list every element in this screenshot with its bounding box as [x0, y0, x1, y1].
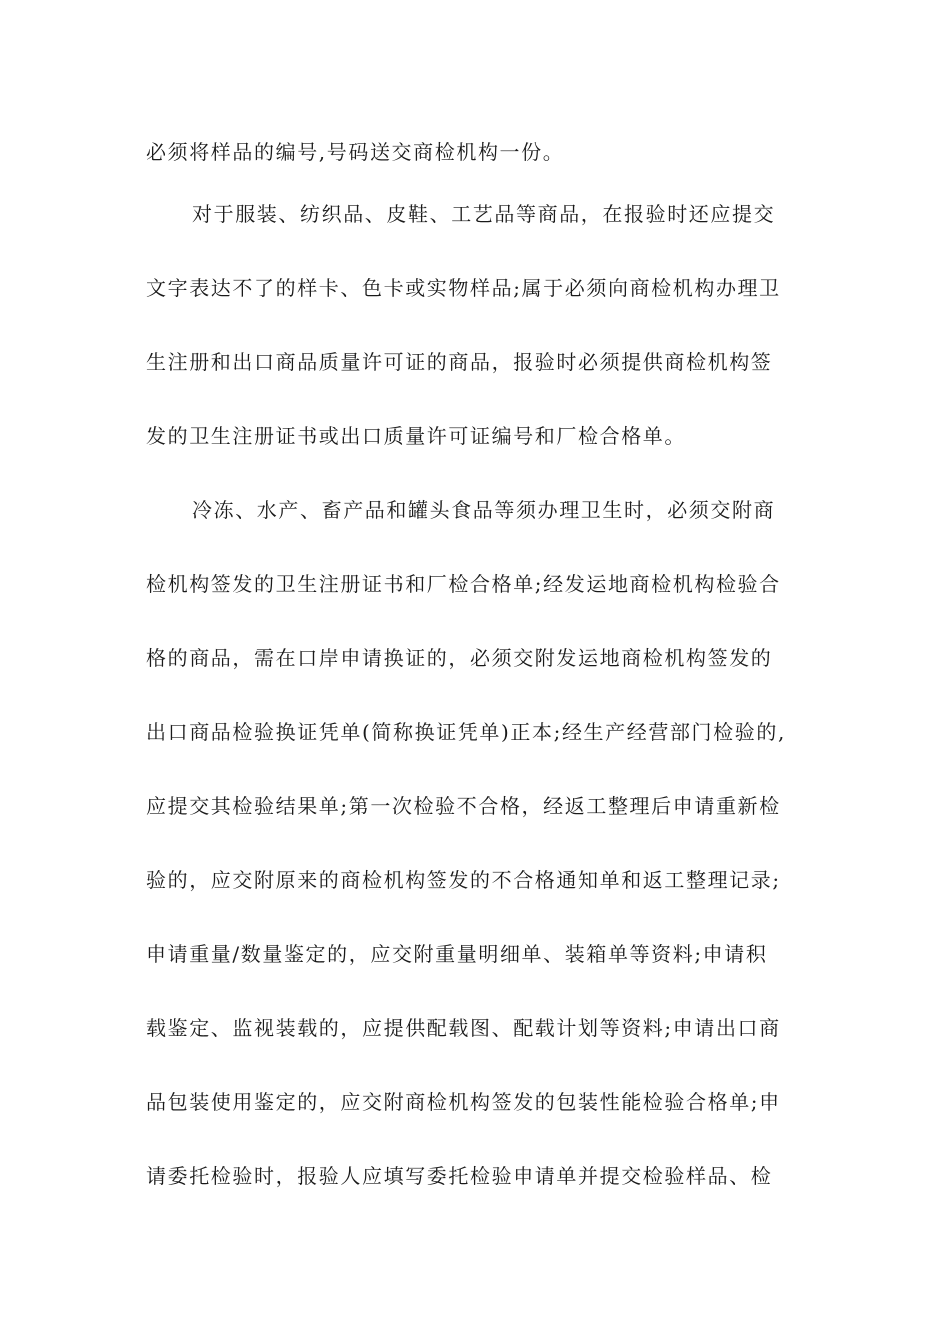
text-line: 应提交其检验结果单;第一次检验不合格，经返工整理后申请重新检: [146, 794, 781, 818]
paragraph-start-line: 对于服装、纺织品、皮鞋、工艺品等商品，在报验时还应提交: [192, 202, 776, 226]
text-line: 生注册和出口商品质量许可证的商品，报验时必须提供商检机构签: [146, 350, 773, 374]
text-line: 申请重量/数量鉴定的，应交附重量明细单、装箱单等资料;申请积: [146, 942, 768, 966]
text-line: 格的商品，需在口岸申请换证的，必须交附发运地商检机构签发的: [146, 646, 773, 670]
text-line: 品包装使用鉴定的，应交附商检机构签发的包装性能检验合格单;申: [146, 1090, 781, 1114]
paragraph-start-line: 冷冻、水产、畜产品和罐头食品等须办理卫生时，必须交附商: [192, 498, 776, 522]
text-line: 请委托检验时，报验人应填写委托检验申请单并提交检验样品、检: [146, 1164, 773, 1188]
text-line: 验的，应交附原来的商检机构签发的不合格通知单和返工整理记录;: [146, 868, 781, 892]
text-line: 出口商品检验换证凭单(简称换证凭单)正本;经生产经营部门检验的,: [146, 720, 786, 744]
text-line: 文字表达不了的样卡、色卡或实物样品;属于必须向商检机构办理卫: [146, 276, 781, 300]
text-line: 发的卫生注册证书或出口质量许可证编号和厂检合格单。: [146, 424, 686, 448]
text-line: 载鉴定、监视装载的，应提供配载图、配载计划等资料;申请出口商: [146, 1016, 781, 1040]
text-line: 检机构签发的卫生注册证书和厂检合格单;经发运地商检机构检验合: [146, 572, 781, 596]
text-line: 必须将样品的编号,号码送交商检机构一份。: [146, 140, 565, 164]
